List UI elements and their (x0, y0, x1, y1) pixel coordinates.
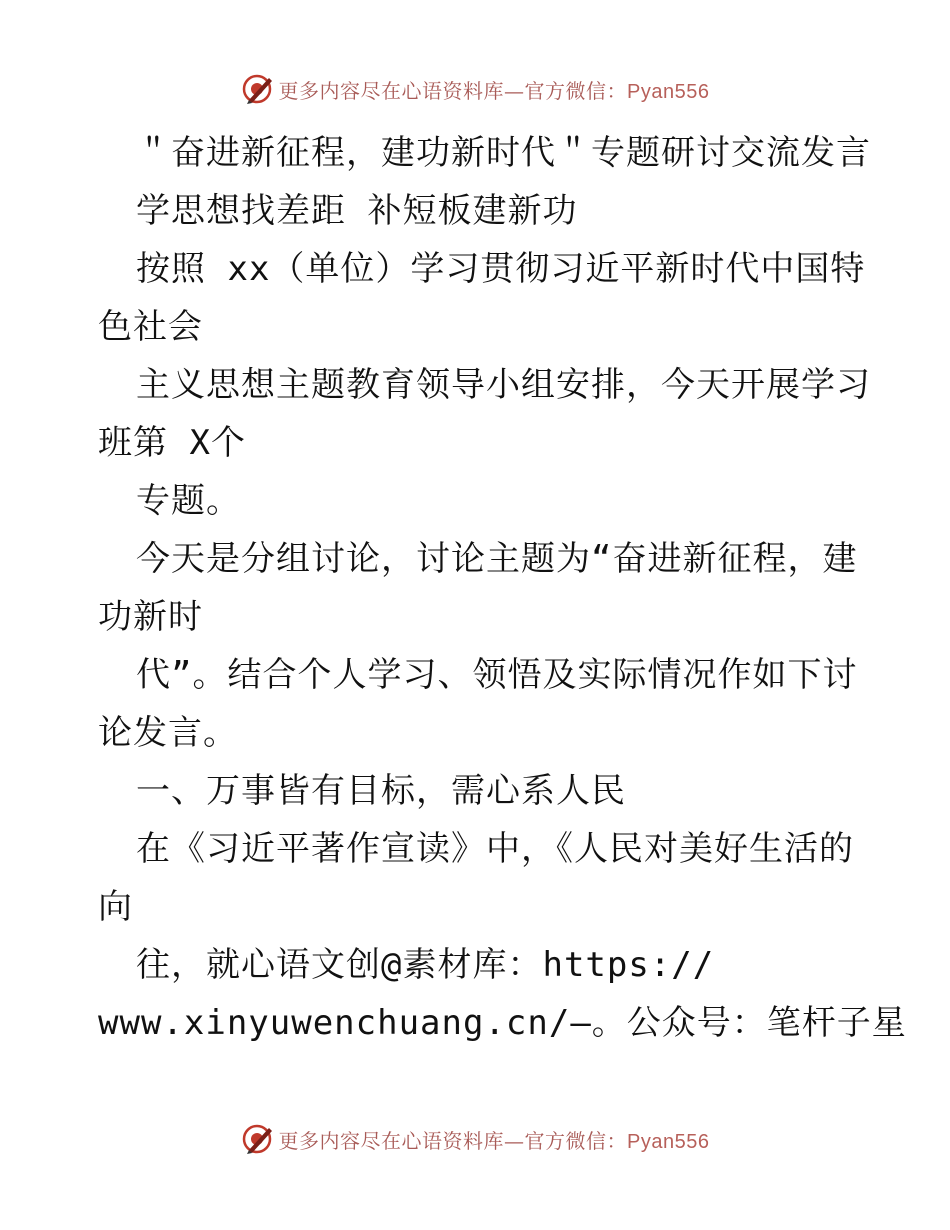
pen-logo-icon (241, 72, 275, 106)
doc-paragraph-line: 往，就心语文创@素材库：https:// (136, 945, 715, 985)
doc-section-heading: 一、万事皆有目标，需心系人民 (136, 771, 626, 811)
header-banner-brand: Pyan556 (627, 80, 710, 103)
doc-paragraph-line: www.xinyuwenchuang.cn/—。公众号：笔杆子星 (98, 1003, 907, 1043)
footer-banner-brand: Pyan556 (627, 1130, 710, 1153)
header-banner (0, 72, 950, 106)
doc-paragraph-line: 论发言。 (98, 713, 238, 753)
doc-paragraph-line: 今天是分组讨论，讨论主题为“奋进新征程，建 (136, 539, 858, 579)
doc-paragraph-line: 专题。 (136, 481, 241, 521)
doc-paragraph-line: 按照 xx（单位）学习贯彻习近平新时代中国特 (136, 249, 866, 289)
footer-banner (0, 1122, 950, 1156)
doc-title-line: ＂奋进新征程，建功新时代＂专题研讨交流发言 (136, 133, 871, 173)
footer-banner-text: 更多内容尽在心语资料库—官方微信：Pyan556 (278, 1128, 710, 1153)
doc-paragraph-line: 在《习近平著作宣读》中，《人民对美好生活的 (136, 829, 854, 869)
doc-paragraph-line: 班第 X个 (98, 423, 246, 463)
doc-paragraph-line: 向 (98, 887, 133, 927)
doc-paragraph-line: 代”。结合个人学习、领悟及实际情况作如下讨 (136, 655, 858, 695)
pen-logo-icon (241, 1122, 275, 1156)
doc-paragraph-line: 功新时 (98, 597, 203, 637)
doc-subtitle-line: 学思想找差距 补短板建新功 (136, 191, 578, 231)
doc-paragraph-line: 色社会 (98, 307, 203, 347)
doc-paragraph-line: 主义思想主题教育领导小组安排，今天开展学习 (136, 365, 871, 405)
header-banner-text: 更多内容尽在心语资料库—官方微信：Pyan556 (278, 78, 710, 103)
document-body (98, 124, 907, 1052)
